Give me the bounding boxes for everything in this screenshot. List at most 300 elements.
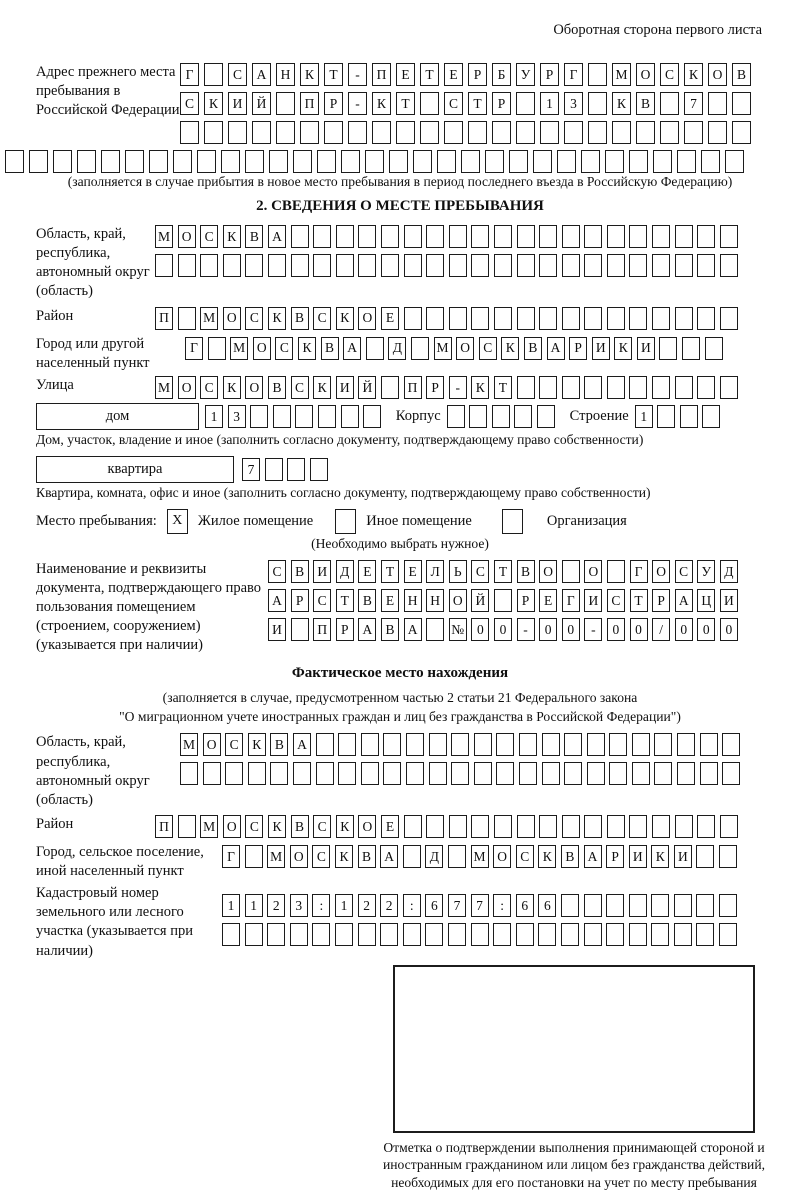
char-cell[interactable]: 1	[245, 894, 263, 917]
char-cell[interactable]: П	[155, 307, 173, 330]
char-cell[interactable]: 0	[607, 618, 625, 641]
char-cell[interactable]	[290, 923, 308, 946]
char-cell[interactable]	[200, 254, 218, 277]
char-cell[interactable]: И	[674, 845, 692, 868]
char-cell[interactable]: К	[372, 92, 391, 115]
char-cell[interactable]: 1	[635, 405, 653, 428]
char-cell[interactable]	[426, 225, 444, 248]
char-cell[interactable]	[448, 923, 466, 946]
char-cell[interactable]: О	[456, 337, 474, 360]
char-cell[interactable]	[496, 762, 514, 785]
char-cell[interactable]	[494, 589, 512, 612]
char-cell[interactable]	[173, 150, 192, 173]
char-cell[interactable]	[584, 923, 602, 946]
char-cell[interactable]	[539, 376, 557, 399]
char-cell[interactable]: С	[607, 589, 625, 612]
char-cell[interactable]	[341, 405, 359, 428]
char-cell[interactable]: -	[348, 63, 367, 86]
char-cell[interactable]	[629, 225, 647, 248]
char-cell[interactable]	[287, 458, 305, 481]
char-cell[interactable]	[562, 376, 580, 399]
char-cell[interactable]	[636, 121, 655, 144]
char-cell[interactable]: -	[449, 376, 467, 399]
char-cell[interactable]	[469, 405, 487, 428]
char-cell[interactable]	[705, 337, 723, 360]
char-cell[interactable]: М	[471, 845, 489, 868]
char-cell[interactable]	[587, 733, 605, 756]
char-cell[interactable]	[426, 254, 444, 277]
char-cell[interactable]: У	[516, 63, 535, 86]
char-cell[interactable]: К	[300, 63, 319, 86]
char-cell[interactable]	[155, 254, 173, 277]
char-cell[interactable]: О	[223, 815, 241, 838]
char-cell[interactable]	[336, 225, 354, 248]
char-cell[interactable]	[564, 121, 583, 144]
char-cell[interactable]	[584, 376, 602, 399]
char-cell[interactable]: В	[291, 815, 309, 838]
char-cell[interactable]: Е	[404, 560, 422, 583]
char-cell[interactable]	[404, 307, 422, 330]
char-cell[interactable]	[719, 845, 737, 868]
char-cell[interactable]	[252, 121, 271, 144]
char-cell[interactable]	[564, 733, 582, 756]
char-cell[interactable]: 3	[228, 405, 246, 428]
char-cell[interactable]: В	[636, 92, 655, 115]
char-cell[interactable]: В	[524, 337, 542, 360]
char-cell[interactable]	[562, 307, 580, 330]
char-cell[interactable]	[677, 762, 695, 785]
char-cell[interactable]: Н	[404, 589, 422, 612]
char-cell[interactable]	[732, 121, 751, 144]
char-cell[interactable]	[295, 405, 313, 428]
char-cell[interactable]: С	[225, 733, 243, 756]
char-cell[interactable]	[53, 150, 72, 173]
char-cell[interactable]: И	[584, 589, 602, 612]
char-cell[interactable]	[537, 405, 555, 428]
char-cell[interactable]: №	[449, 618, 467, 641]
char-cell[interactable]	[584, 254, 602, 277]
char-cell[interactable]	[396, 121, 415, 144]
char-cell[interactable]	[449, 815, 467, 838]
char-cell[interactable]	[449, 254, 467, 277]
char-cell[interactable]	[245, 150, 264, 173]
char-cell[interactable]	[411, 337, 429, 360]
char-cell[interactable]	[675, 815, 693, 838]
char-cell[interactable]	[519, 762, 537, 785]
char-cell[interactable]: 7	[471, 894, 489, 917]
char-cell[interactable]: Р	[652, 589, 670, 612]
char-cell[interactable]	[561, 894, 579, 917]
char-cell[interactable]: П	[300, 92, 319, 115]
char-cell[interactable]	[358, 923, 376, 946]
char-cell[interactable]: К	[223, 225, 241, 248]
char-cell[interactable]: С	[312, 845, 330, 868]
char-cell[interactable]	[358, 225, 376, 248]
char-cell[interactable]: С	[313, 589, 331, 612]
char-cell[interactable]	[562, 225, 580, 248]
char-cell[interactable]	[406, 762, 424, 785]
char-cell[interactable]: Р	[291, 589, 309, 612]
char-cell[interactable]: В	[268, 376, 286, 399]
char-cell[interactable]: К	[336, 307, 354, 330]
char-cell[interactable]: К	[204, 92, 223, 115]
char-cell[interactable]: А	[293, 733, 311, 756]
char-cell[interactable]	[366, 337, 384, 360]
char-cell[interactable]	[493, 923, 511, 946]
char-cell[interactable]: О	[223, 307, 241, 330]
char-cell[interactable]: В	[358, 589, 376, 612]
char-cell[interactable]	[587, 762, 605, 785]
char-cell[interactable]: 1	[205, 405, 223, 428]
char-cell[interactable]	[447, 405, 465, 428]
char-cell[interactable]	[358, 254, 376, 277]
char-cell[interactable]: Г	[180, 63, 199, 86]
char-cell[interactable]	[719, 894, 737, 917]
char-cell[interactable]: 2	[358, 894, 376, 917]
char-cell[interactable]	[629, 894, 647, 917]
char-cell[interactable]: Р	[517, 589, 535, 612]
char-cell[interactable]: А	[343, 337, 361, 360]
char-cell[interactable]: М	[200, 815, 218, 838]
char-cell[interactable]	[316, 733, 334, 756]
char-cell[interactable]	[204, 63, 223, 86]
char-cell[interactable]	[250, 405, 268, 428]
char-cell[interactable]: К	[268, 815, 286, 838]
char-cell[interactable]	[310, 458, 328, 481]
char-cell[interactable]: Й	[252, 92, 271, 115]
char-cell[interactable]: К	[651, 845, 669, 868]
char-cell[interactable]	[629, 815, 647, 838]
char-cell[interactable]: 7	[242, 458, 260, 481]
char-cell[interactable]	[607, 560, 625, 583]
char-cell[interactable]: С	[200, 225, 218, 248]
char-cell[interactable]	[677, 150, 696, 173]
char-cell[interactable]: В	[321, 337, 339, 360]
char-cell[interactable]: И	[720, 589, 738, 612]
char-cell[interactable]: О	[358, 307, 376, 330]
char-cell[interactable]: 6	[516, 894, 534, 917]
char-cell[interactable]	[178, 307, 196, 330]
char-cell[interactable]	[588, 63, 607, 86]
char-cell[interactable]: А	[675, 589, 693, 612]
char-cell[interactable]: 0	[562, 618, 580, 641]
char-cell[interactable]	[720, 254, 738, 277]
char-cell[interactable]	[722, 733, 740, 756]
char-cell[interactable]: К	[248, 733, 266, 756]
char-cell[interactable]	[675, 307, 693, 330]
char-cell[interactable]	[178, 254, 196, 277]
char-cell[interactable]	[494, 254, 512, 277]
char-cell[interactable]	[225, 762, 243, 785]
char-cell[interactable]	[700, 733, 718, 756]
char-cell[interactable]: М	[155, 376, 173, 399]
char-cell[interactable]	[77, 150, 96, 173]
char-cell[interactable]	[607, 815, 625, 838]
char-cell[interactable]: Р	[492, 92, 511, 115]
char-cell[interactable]	[677, 733, 695, 756]
char-cell[interactable]: Г	[222, 845, 240, 868]
char-cell[interactable]	[708, 121, 727, 144]
char-cell[interactable]	[426, 307, 444, 330]
char-cell[interactable]: К	[336, 815, 354, 838]
char-cell[interactable]	[607, 225, 625, 248]
char-cell[interactable]	[223, 254, 241, 277]
char-cell[interactable]: 0	[720, 618, 738, 641]
char-cell[interactable]: С	[228, 63, 247, 86]
char-cell[interactable]	[444, 121, 463, 144]
char-cell[interactable]: 3	[564, 92, 583, 115]
char-cell[interactable]	[561, 923, 579, 946]
char-cell[interactable]	[609, 762, 627, 785]
char-cell[interactable]	[245, 845, 263, 868]
char-cell[interactable]: И	[268, 618, 286, 641]
char-cell[interactable]	[228, 121, 247, 144]
char-cell[interactable]: 0	[494, 618, 512, 641]
char-cell[interactable]	[245, 923, 263, 946]
char-cell[interactable]	[494, 307, 512, 330]
char-cell[interactable]	[312, 923, 330, 946]
char-cell[interactable]	[651, 894, 669, 917]
char-cell[interactable]	[318, 405, 336, 428]
char-cell[interactable]: Е	[539, 589, 557, 612]
char-cell[interactable]	[509, 150, 528, 173]
char-cell[interactable]	[494, 815, 512, 838]
char-cell[interactable]	[203, 762, 221, 785]
char-cell[interactable]	[267, 923, 285, 946]
char-cell[interactable]: Е	[381, 589, 399, 612]
char-cell[interactable]	[222, 923, 240, 946]
char-cell[interactable]: М	[200, 307, 218, 330]
char-cell[interactable]: В	[517, 560, 535, 583]
char-cell[interactable]	[381, 225, 399, 248]
char-cell[interactable]	[516, 923, 534, 946]
char-cell[interactable]: Г	[630, 560, 648, 583]
char-cell[interactable]	[588, 121, 607, 144]
char-cell[interactable]	[245, 254, 263, 277]
char-cell[interactable]	[485, 150, 504, 173]
char-cell[interactable]	[607, 376, 625, 399]
char-cell[interactable]: О	[652, 560, 670, 583]
char-cell[interactable]	[276, 92, 295, 115]
char-cell[interactable]	[584, 815, 602, 838]
char-cell[interactable]: Г	[185, 337, 203, 360]
char-cell[interactable]	[517, 376, 535, 399]
char-cell[interactable]: И	[629, 845, 647, 868]
char-cell[interactable]	[538, 923, 556, 946]
char-cell[interactable]: О	[245, 376, 263, 399]
char-cell[interactable]	[293, 150, 312, 173]
char-cell[interactable]: О	[584, 560, 602, 583]
char-cell[interactable]	[404, 815, 422, 838]
char-cell[interactable]: 0	[539, 618, 557, 641]
char-cell[interactable]	[542, 733, 560, 756]
char-cell[interactable]: К	[471, 376, 489, 399]
char-cell[interactable]: М	[180, 733, 198, 756]
char-cell[interactable]: В	[381, 618, 399, 641]
char-cell[interactable]: К	[223, 376, 241, 399]
char-cell[interactable]: 1	[222, 894, 240, 917]
char-cell[interactable]: М	[230, 337, 248, 360]
char-cell[interactable]	[313, 225, 331, 248]
char-cell[interactable]	[338, 762, 356, 785]
char-cell[interactable]	[654, 762, 672, 785]
char-cell[interactable]: А	[268, 225, 286, 248]
char-cell[interactable]	[426, 815, 444, 838]
char-cell[interactable]	[471, 254, 489, 277]
checkbox-organization[interactable]	[502, 509, 523, 534]
char-cell[interactable]	[584, 894, 602, 917]
char-cell[interactable]: К	[298, 337, 316, 360]
char-cell[interactable]	[720, 307, 738, 330]
char-cell[interactable]	[413, 150, 432, 173]
char-cell[interactable]	[652, 225, 670, 248]
char-cell[interactable]: -	[517, 618, 535, 641]
char-cell[interactable]: В	[291, 307, 309, 330]
char-cell[interactable]	[496, 733, 514, 756]
char-cell[interactable]	[720, 815, 738, 838]
char-cell[interactable]	[492, 405, 510, 428]
char-cell[interactable]: К	[538, 845, 556, 868]
char-cell[interactable]: :	[403, 894, 421, 917]
char-cell[interactable]: Р	[540, 63, 559, 86]
char-cell[interactable]	[632, 733, 650, 756]
char-cell[interactable]: В	[291, 560, 309, 583]
char-cell[interactable]: С	[180, 92, 199, 115]
char-cell[interactable]	[420, 92, 439, 115]
char-cell[interactable]	[680, 405, 698, 428]
char-cell[interactable]: С	[660, 63, 679, 86]
char-cell[interactable]	[629, 150, 648, 173]
char-cell[interactable]: А	[584, 845, 602, 868]
char-cell[interactable]	[381, 376, 399, 399]
char-cell[interactable]: М	[434, 337, 452, 360]
char-cell[interactable]: Л	[426, 560, 444, 583]
char-cell[interactable]: И	[313, 560, 331, 583]
char-cell[interactable]	[383, 762, 401, 785]
char-cell[interactable]	[361, 762, 379, 785]
char-cell[interactable]	[448, 845, 466, 868]
char-cell[interactable]	[652, 307, 670, 330]
char-cell[interactable]	[654, 733, 672, 756]
char-cell[interactable]	[403, 923, 421, 946]
char-cell[interactable]	[471, 923, 489, 946]
char-cell[interactable]: Т	[630, 589, 648, 612]
char-cell[interactable]	[564, 762, 582, 785]
char-cell[interactable]: Р	[606, 845, 624, 868]
char-cell[interactable]: 0	[471, 618, 489, 641]
char-cell[interactable]: Н	[426, 589, 444, 612]
char-cell[interactable]	[429, 733, 447, 756]
char-cell[interactable]	[381, 254, 399, 277]
char-cell[interactable]	[313, 254, 331, 277]
char-cell[interactable]	[612, 121, 631, 144]
char-cell[interactable]	[675, 225, 693, 248]
char-cell[interactable]: С	[516, 845, 534, 868]
char-cell[interactable]	[675, 376, 693, 399]
char-cell[interactable]	[696, 923, 714, 946]
char-cell[interactable]: О	[203, 733, 221, 756]
char-cell[interactable]: 0	[630, 618, 648, 641]
char-cell[interactable]	[697, 254, 715, 277]
char-cell[interactable]	[516, 92, 535, 115]
char-cell[interactable]: Д	[720, 560, 738, 583]
char-cell[interactable]	[471, 225, 489, 248]
char-cell[interactable]	[533, 150, 552, 173]
char-cell[interactable]	[562, 815, 580, 838]
char-cell[interactable]: 6	[538, 894, 556, 917]
char-cell[interactable]	[149, 150, 168, 173]
char-cell[interactable]: А	[380, 845, 398, 868]
char-cell[interactable]: 7	[684, 92, 703, 115]
char-cell[interactable]	[208, 337, 226, 360]
char-cell[interactable]	[389, 150, 408, 173]
char-cell[interactable]: К	[335, 845, 353, 868]
char-cell[interactable]: Р	[569, 337, 587, 360]
char-cell[interactable]	[365, 150, 384, 173]
char-cell[interactable]: Г	[564, 63, 583, 86]
checkbox-other-premises[interactable]	[335, 509, 356, 534]
char-cell[interactable]	[197, 150, 216, 173]
char-cell[interactable]	[404, 254, 422, 277]
char-cell[interactable]: А	[404, 618, 422, 641]
char-cell[interactable]	[700, 762, 718, 785]
checkbox-residential[interactable]: X	[167, 509, 188, 534]
char-cell[interactable]	[293, 762, 311, 785]
char-cell[interactable]	[178, 815, 196, 838]
char-cell[interactable]: В	[270, 733, 288, 756]
char-cell[interactable]	[101, 150, 120, 173]
char-cell[interactable]: Т	[336, 589, 354, 612]
char-cell[interactable]: 6	[425, 894, 443, 917]
char-cell[interactable]	[606, 894, 624, 917]
char-cell[interactable]	[451, 762, 469, 785]
char-cell[interactable]: Д	[388, 337, 406, 360]
char-cell[interactable]: Й	[358, 376, 376, 399]
char-cell[interactable]	[449, 225, 467, 248]
char-cell[interactable]	[697, 815, 715, 838]
char-cell[interactable]	[732, 92, 751, 115]
char-cell[interactable]: С	[313, 307, 331, 330]
char-cell[interactable]: В	[358, 845, 376, 868]
char-cell[interactable]: С	[471, 560, 489, 583]
char-cell[interactable]: -	[348, 92, 367, 115]
char-cell[interactable]	[581, 150, 600, 173]
char-cell[interactable]	[363, 405, 381, 428]
char-cell[interactable]: О	[493, 845, 511, 868]
char-cell[interactable]: Т	[324, 63, 343, 86]
char-cell[interactable]	[696, 894, 714, 917]
char-cell[interactable]: Т	[420, 63, 439, 86]
char-cell[interactable]	[383, 733, 401, 756]
char-cell[interactable]: С	[268, 560, 286, 583]
char-cell[interactable]	[204, 121, 223, 144]
char-cell[interactable]	[265, 458, 283, 481]
char-cell[interactable]: Ц	[697, 589, 715, 612]
char-cell[interactable]	[605, 150, 624, 173]
char-cell[interactable]	[437, 150, 456, 173]
char-cell[interactable]: С	[245, 307, 263, 330]
char-cell[interactable]: О	[178, 225, 196, 248]
char-cell[interactable]	[426, 618, 444, 641]
char-cell[interactable]: И	[637, 337, 655, 360]
char-cell[interactable]: Б	[492, 63, 511, 86]
char-cell[interactable]: П	[372, 63, 391, 86]
char-cell[interactable]: Т	[381, 560, 399, 583]
char-cell[interactable]: Г	[562, 589, 580, 612]
char-cell[interactable]	[492, 121, 511, 144]
char-cell[interactable]	[316, 762, 334, 785]
char-cell[interactable]	[653, 150, 672, 173]
